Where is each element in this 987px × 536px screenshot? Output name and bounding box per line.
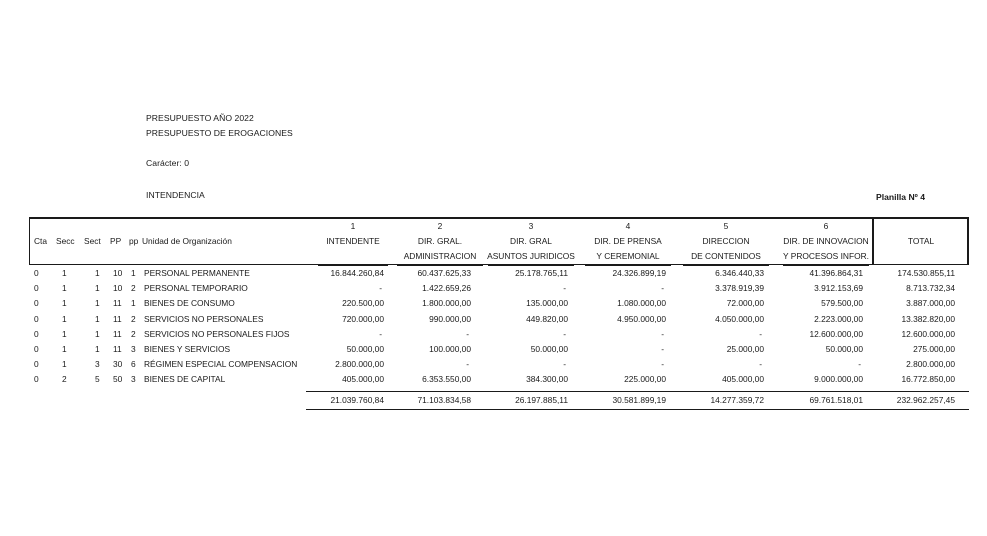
- column-total: 21.039.760,84: [330, 394, 384, 405]
- row-pp: 10: [113, 268, 123, 278]
- row-unidad: BIENES Y SERVICIOS: [144, 344, 231, 354]
- row-pp: 1: [131, 298, 136, 309]
- entidad-label: INTENDENCIA: [146, 190, 205, 200]
- row-value: 1.080.000,00: [617, 298, 666, 309]
- row-pp: 30: [113, 359, 123, 370]
- row-value: 16.844.260,84: [330, 268, 384, 278]
- row-sect: 1: [95, 283, 100, 294]
- row-secc: 1: [62, 298, 67, 309]
- col-header-sect: Sect: [84, 236, 101, 246]
- row-total: 174.530.855,11: [897, 268, 955, 278]
- col-header-underline: [397, 265, 483, 266]
- row-value: 405.000,00: [342, 374, 384, 385]
- col-title-6: DIR. DE INNOVACION: [783, 236, 869, 246]
- col-subtitle-6: Y PROCESOS INFOR.: [783, 251, 869, 261]
- row-value-empty: -: [661, 359, 664, 370]
- row-unidad: SERVICIOS NO PERSONALES: [144, 313, 264, 324]
- grand-total: 232.962.257,45: [896, 394, 955, 405]
- row-cta: 0: [34, 298, 39, 309]
- row-value: 4.050.000,00: [715, 313, 764, 324]
- row-secc: 2: [62, 374, 67, 385]
- row-secc: 1: [62, 268, 67, 278]
- row-sect: 1: [95, 344, 100, 354]
- col-header-pp-minor: pp: [129, 236, 139, 246]
- row-pp: 2: [131, 313, 136, 324]
- col-title-3: DIR. GRAL: [510, 236, 552, 246]
- row-unidad: PERSONAL PERMANENTE: [144, 268, 250, 278]
- row-value: 6.353.550,00: [422, 374, 471, 385]
- row-total: 16.772.850,00: [901, 374, 955, 385]
- row-unidad: BIENES DE CAPITAL: [144, 374, 226, 385]
- row-pp: 2: [131, 283, 136, 294]
- col-number-2: 2: [437, 221, 443, 231]
- row-pp: 11: [113, 328, 122, 339]
- col-header-unidad: Unidad de Organización: [142, 236, 232, 246]
- row-unidad: RÉGIMEN ESPECIAL COMPENSACION: [144, 359, 298, 370]
- row-value: 1.422.659,26: [422, 283, 471, 294]
- row-value: 1.800.000,00: [422, 298, 471, 309]
- col-header-pp-major: PP: [110, 236, 122, 246]
- row-value: 3.912.153,69: [814, 283, 863, 294]
- row-total: 2.800.000,00: [906, 359, 955, 370]
- row-secc: 1: [62, 359, 67, 370]
- row-value-empty: -: [466, 328, 469, 339]
- row-unidad: BIENES DE CONSUMO: [144, 298, 235, 309]
- row-unidad: SERVICIOS NO PERSONALES FIJOS: [144, 328, 290, 339]
- row-unidad: PERSONAL TEMPORARIO: [144, 283, 248, 294]
- col-subtitle-3: ASUNTOS JURIDICOS: [487, 251, 575, 261]
- row-pp: 11: [113, 313, 122, 324]
- row-sect: 1: [95, 313, 100, 324]
- column-total: 30.581.899,19: [612, 394, 666, 405]
- col-subtitle-5: DE CONTENIDOS: [691, 251, 761, 261]
- row-value-empty: -: [379, 283, 382, 294]
- row-value: 60.437.625,33: [417, 268, 471, 278]
- row-cta: 0: [34, 344, 39, 354]
- col-header-underline: [318, 265, 388, 266]
- row-total: 8.713.732,34: [906, 283, 955, 294]
- row-value: 100.000,00: [429, 344, 471, 354]
- row-value-empty: -: [466, 359, 469, 370]
- row-value-empty: -: [563, 359, 566, 370]
- row-pp: 1: [131, 268, 136, 278]
- row-value-empty: -: [563, 283, 566, 294]
- row-pp: 10: [113, 283, 123, 294]
- row-total: 13.382.820,00: [901, 313, 955, 324]
- row-secc: 1: [62, 313, 67, 324]
- row-value-empty: -: [563, 328, 566, 339]
- column-total: 71.103.834,58: [417, 394, 471, 405]
- row-value-empty: -: [661, 283, 664, 294]
- row-value: 405.000,00: [722, 374, 764, 385]
- row-value: 4.950.000,00: [617, 313, 666, 324]
- row-value: 384.300,00: [526, 374, 568, 385]
- row-total: 12.600.000,00: [901, 328, 955, 339]
- header-line-1: PRESUPUESTO AÑO 2022: [146, 113, 254, 123]
- col-title-1: INTENDENTE: [326, 236, 380, 246]
- row-pp: 11: [113, 344, 122, 354]
- row-pp: 2: [131, 328, 136, 339]
- column-total: 26.197.885,11: [515, 394, 568, 405]
- col-title-5: DIRECCION: [702, 236, 750, 246]
- row-sect: 1: [95, 268, 100, 278]
- col-header-underline: [683, 265, 769, 266]
- row-value: 50.000,00: [346, 344, 384, 354]
- row-sect: 1: [95, 328, 100, 339]
- col-header-secc: Secc: [56, 236, 75, 246]
- row-pp: 50: [113, 374, 123, 385]
- planilla-label: Planilla Nº 4: [876, 192, 925, 202]
- col-subtitle-2: ADMINISTRACION: [403, 251, 477, 261]
- row-cta: 0: [34, 313, 39, 324]
- row-total: 3.887.000,00: [906, 298, 955, 309]
- row-total: 275.000,00: [913, 344, 955, 354]
- col-number-5: 5: [723, 221, 729, 231]
- row-value: 6.346.440,33: [715, 268, 764, 278]
- row-pp: 6: [131, 359, 136, 370]
- row-value: 25.000,00: [726, 344, 764, 354]
- row-cta: 0: [34, 374, 39, 385]
- col-header-underline: [585, 265, 671, 266]
- row-pp: 11: [113, 298, 122, 309]
- row-value: 720.000,00: [342, 313, 384, 324]
- col-subtitle-4: Y CEREMONIAL: [596, 251, 660, 261]
- row-value: 24.326.899,19: [612, 268, 666, 278]
- col-number-1: 1: [350, 221, 356, 231]
- row-value-empty: -: [379, 328, 382, 339]
- row-secc: 1: [62, 344, 67, 354]
- col-header-cta: Cta: [34, 236, 48, 246]
- row-cta: 0: [34, 268, 39, 278]
- row-sect: 3: [95, 359, 100, 370]
- col-header-underline: [783, 265, 869, 266]
- totals-separator: [306, 391, 969, 392]
- col-title-4: DIR. DE PRENSA: [594, 236, 662, 246]
- row-pp: 3: [131, 374, 136, 385]
- row-cta: 0: [34, 328, 39, 339]
- row-value: 449.820,00: [526, 313, 568, 324]
- row-value: 41.396.864,31: [809, 268, 863, 278]
- row-value: 225.000,00: [624, 374, 666, 385]
- row-value: 3.378.919,39: [715, 283, 764, 294]
- col-number-6: 6: [823, 221, 829, 231]
- row-value: 2.223.000,00: [814, 313, 863, 324]
- row-value-empty: -: [661, 328, 664, 339]
- row-pp: 3: [131, 344, 136, 354]
- row-secc: 1: [62, 328, 67, 339]
- col-header-total: TOTAL: [907, 236, 935, 246]
- row-sect: 5: [95, 374, 100, 385]
- row-value: 72.000,00: [726, 298, 764, 309]
- row-value: 2.800.000,00: [335, 359, 384, 370]
- row-value-empty: -: [759, 328, 762, 339]
- header-line-2: PRESUPUESTO DE EROGACIONES: [146, 128, 293, 138]
- row-sect: 1: [95, 298, 100, 309]
- row-value: 50.000,00: [530, 344, 568, 354]
- col-header-underline: [488, 265, 574, 266]
- column-total: 14.277.359,72: [710, 394, 764, 405]
- row-secc: 1: [62, 283, 67, 294]
- row-value: 990.000,00: [429, 313, 471, 324]
- totals-underline: [306, 409, 969, 410]
- row-value: 135.000,00: [526, 298, 568, 309]
- row-cta: 0: [34, 283, 39, 294]
- column-total: 69.761.518,01: [809, 394, 863, 405]
- col-title-2: DIR. GRAL.: [417, 236, 463, 246]
- row-value: 9.000.000,00: [814, 374, 863, 385]
- row-cta: 0: [34, 359, 39, 370]
- row-value-empty: -: [661, 344, 664, 354]
- col-number-4: 4: [625, 221, 631, 231]
- row-value: 12.600.000,00: [809, 328, 863, 339]
- row-value: 220.500,00: [342, 298, 384, 309]
- row-value: 25.178.765,11: [515, 268, 568, 278]
- row-value: 50.000,00: [825, 344, 863, 354]
- caracter-label: Carácter: 0: [146, 158, 190, 168]
- row-value-empty: -: [858, 359, 861, 370]
- col-number-3: 3: [528, 221, 534, 231]
- row-value: 579.500,00: [821, 298, 863, 309]
- row-value-empty: -: [759, 359, 762, 370]
